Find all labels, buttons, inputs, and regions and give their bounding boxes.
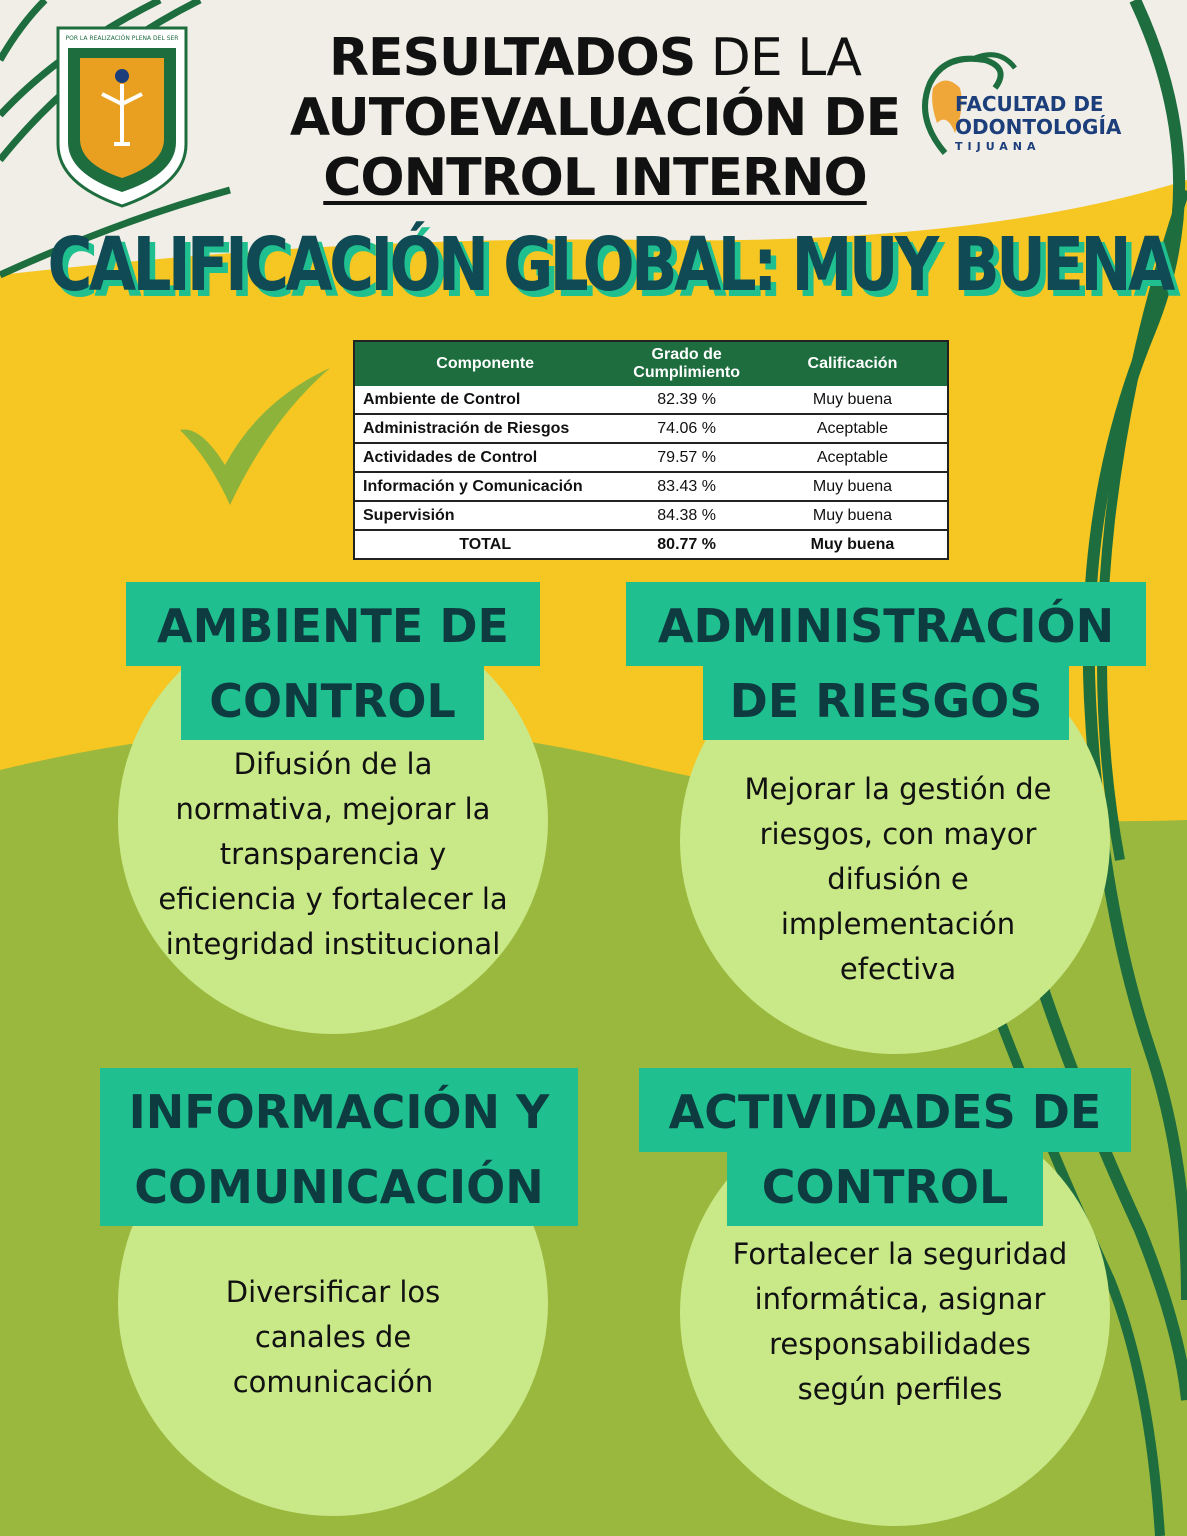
table-total-row — [354, 530, 948, 559]
row-percent: 74.06 % — [615, 414, 758, 443]
table-header-row — [354, 341, 948, 386]
ambiente-title-2: CONTROL — [209, 674, 456, 728]
row-component: Ambiente de Control — [354, 386, 615, 414]
table-row — [354, 501, 948, 530]
total-label: TOTAL — [354, 530, 615, 559]
title-line-1 — [250, 28, 940, 88]
uabc-logo-motto: POR LA REALIZACIÓN PLENA DEL SER — [65, 35, 179, 42]
riesgos-title-1: ADMINISTRACIÓN — [657, 599, 1115, 653]
title-line-2: AUTOEVALUACIÓN DE — [289, 88, 901, 148]
table-row — [354, 414, 948, 443]
ambiente-body: Difusión de la normativa, mejorar la transparencia y eficiencia y fortalecer la integridad institucional — [158, 747, 508, 961]
faculty-logo — [915, 48, 1145, 158]
row-rating: Aceptable — [758, 414, 948, 443]
row-component: Supervisión — [354, 501, 615, 530]
header-grado: Grado de Cumplimiento — [615, 341, 758, 386]
faculty-logo-city: TIJUANA — [955, 140, 1041, 153]
row-component: Información y Comunicación — [354, 472, 615, 501]
title-de-la: DE LA — [695, 28, 861, 88]
row-rating: Muy buena — [758, 472, 948, 501]
faculty-logo-line2: ODONTOLOGÍA — [955, 115, 1122, 139]
row-rating: Muy buena — [758, 386, 948, 414]
riesgos-body: Mejorar la gestión de riesgos, con mayor difusión e implementación efectiva — [744, 772, 1052, 986]
title-line-3: CONTROL INTERNO — [323, 148, 867, 208]
total-rating: Muy buena — [758, 530, 948, 559]
title-results: RESULTADOS — [329, 28, 696, 88]
header-componente: Componente — [354, 341, 615, 386]
row-rating: Aceptable — [758, 443, 948, 472]
ambiente-title-1: AMBIENTE DE — [157, 599, 509, 653]
informacion-body: Diversificar los canales de comunicación — [225, 1275, 441, 1399]
actividades-title-1: ACTIVIDADES DE — [668, 1085, 1102, 1139]
row-percent: 84.38 % — [615, 501, 758, 530]
table-row — [354, 443, 948, 472]
actividades-body: Fortalecer la seguridad informática, asignar responsabilidades según perfiles — [732, 1237, 1068, 1406]
table-row — [354, 386, 948, 414]
actividades-title-2: CONTROL — [761, 1160, 1009, 1214]
row-component: Actividades de Control — [354, 443, 615, 472]
page-title — [250, 28, 940, 208]
header-calificacion: Calificación — [758, 341, 948, 386]
checkmark-icon — [170, 360, 340, 510]
faculty-logo-line1: FACULTAD DE — [955, 92, 1104, 116]
table-row — [354, 472, 948, 501]
row-component: Administración de Riesgos — [354, 414, 615, 443]
total-percent: 80.77 % — [615, 530, 758, 559]
uabc-logo — [52, 24, 192, 209]
global-grade: CALIFICACIÓN GLOBAL: MUY BUENA — [47, 222, 1172, 308]
row-percent: 83.43 % — [615, 472, 758, 501]
row-percent: 82.39 % — [615, 386, 758, 414]
informacion-title-2: COMUNICACIÓN — [134, 1160, 544, 1214]
results-table — [353, 340, 949, 560]
informacion-title-1: INFORMACIÓN Y — [128, 1085, 550, 1139]
riesgos-title-2: DE RIESGOS — [729, 674, 1043, 728]
row-rating: Muy buena — [758, 501, 948, 530]
row-percent: 79.57 % — [615, 443, 758, 472]
